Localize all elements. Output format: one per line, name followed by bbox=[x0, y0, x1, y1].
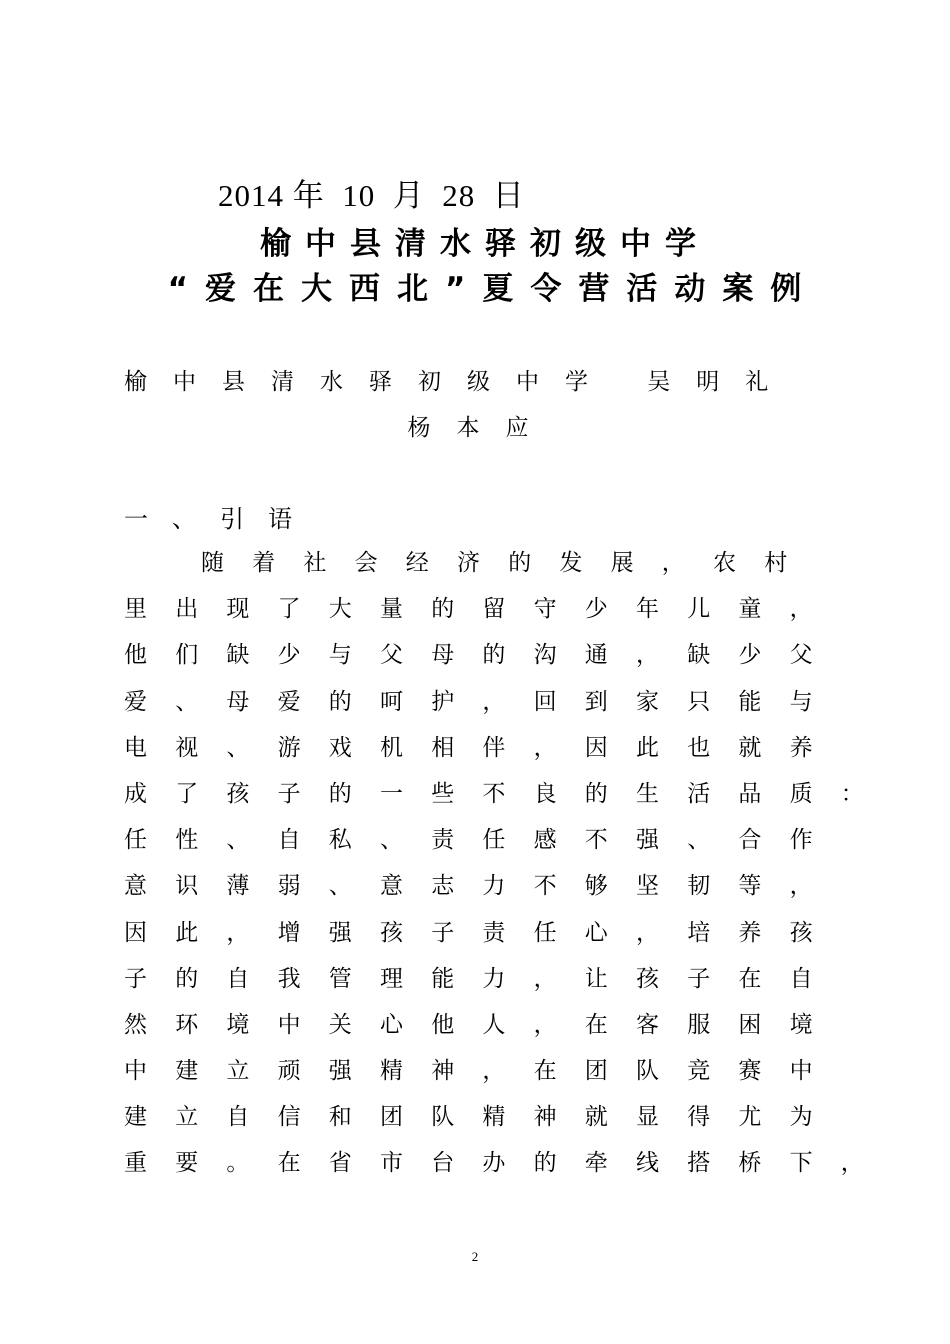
title-line-2: “爱在大西北”夏令营活动案例 bbox=[167, 271, 819, 307]
paragraph-line: 重要。在省市台办的牵线搭桥下， bbox=[124, 1150, 892, 1177]
body-paragraph bbox=[124, 540, 892, 1187]
author-line-1: 榆中县清水驿初级中学 吴明礼 bbox=[124, 369, 795, 395]
paragraph-line: 成了孩子的一些不良的生活品质： bbox=[124, 780, 892, 807]
paragraph-line: 随着社会经济的发展，农村 bbox=[201, 550, 816, 576]
paragraph-line: 里出现了大量的留守少年儿童， bbox=[124, 596, 841, 623]
section-heading: 一、引语 bbox=[124, 505, 316, 533]
document-date: 2014 年 10 月 28 日 bbox=[218, 178, 525, 213]
author-line-2: 杨本应 bbox=[407, 415, 555, 441]
page-number: 2 bbox=[471, 1249, 479, 1264]
paragraph-line: 然环境中关心他人，在客服困境 bbox=[124, 1011, 841, 1038]
paragraph-line: 任性、自私、责任感不强、合作 bbox=[124, 827, 841, 854]
paragraph-line: 爱、母爱的呵护，回到家只能与 bbox=[124, 688, 841, 715]
paragraph-line: 中建立顽强精神，在团队竞赛中 bbox=[124, 1058, 841, 1085]
paragraph-line: 他们缺少与父母的沟通，缺少父 bbox=[124, 642, 841, 669]
paragraph-line: 子的自我管理能力，让孩子在自 bbox=[124, 965, 841, 992]
paragraph-line: 建立自信和团队精神就显得尤为 bbox=[124, 1104, 841, 1131]
paragraph-line: 电视、游戏机相伴，因此也就养 bbox=[124, 734, 841, 761]
title-line-1: 榆中县清水驿初级中学 bbox=[260, 226, 710, 262]
paragraph-line: 意识薄弱、意志力不够坚韧等， bbox=[124, 873, 841, 900]
paragraph-line: 因此，增强孩子责任心，培养孩 bbox=[124, 919, 841, 946]
